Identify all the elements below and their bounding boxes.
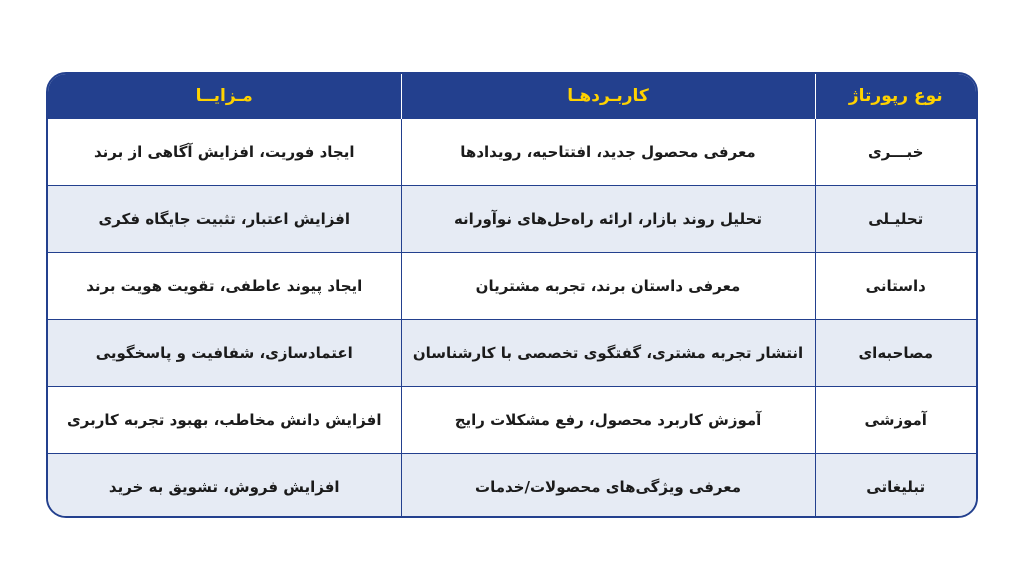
cell-report-type: خبـــری [815, 118, 976, 185]
table-row [48, 118, 976, 185]
header-advantages: مـزایــا [195, 85, 253, 106]
table-header [48, 74, 976, 118]
cell-uses: تحلیل روند بازار، ارائه راه‌حل‌های نوآورانه [401, 185, 815, 252]
cell-uses: معرفی داستان برند، تجربه مشتریان [401, 252, 815, 319]
header-uses: کاربـردهـا [401, 74, 815, 118]
cell-uses: انتشار تجربه مشتری، گفتگوی تخصصی با کارشناسان [401, 319, 815, 386]
cell-uses: معرفی ویژگی‌های محصولات/خدمات [401, 453, 815, 518]
table-row [48, 319, 976, 386]
cell-advantages: ایجاد فوریت، افزایش آگاهی از برند [48, 118, 401, 185]
cell-report-type: تبلیغاتی [815, 453, 976, 518]
report-types-table [46, 72, 978, 518]
table-row [48, 386, 976, 453]
cell-report-type: مصاحبه‌ای [815, 319, 976, 386]
cell-advantages: افزایش فروش، تشویق به خرید [48, 453, 401, 518]
comparison-table [48, 74, 976, 518]
cell-uses: آموزش کاربرد محصول، رفع مشکلات رایج [401, 386, 815, 453]
table-body [48, 118, 976, 518]
cell-advantages: ایجاد پیوند عاطفی، تقویت هویت برند [48, 252, 401, 319]
header-report-type: نوع رپورتاژ [815, 74, 976, 118]
cell-advantages: افزایش اعتبار، تثبیت جایگاه فکری [48, 185, 401, 252]
table-row [48, 185, 976, 252]
table-row [48, 252, 976, 319]
cell-report-type: آموزشی [815, 386, 976, 453]
cell-advantages: افزایش دانش مخاطب، بهبود تجربه کاربری [48, 386, 401, 453]
cell-advantages: اعتمادسازی، شفافیت و پاسخگویی [48, 319, 401, 386]
cell-report-type: داستانی [815, 252, 976, 319]
header-row [48, 74, 976, 118]
cell-uses: معرفی محصول جدید، افتتاحیه، رویدادها [401, 118, 815, 185]
table-row [48, 453, 976, 518]
cell-report-type: تحلیـلی [815, 185, 976, 252]
